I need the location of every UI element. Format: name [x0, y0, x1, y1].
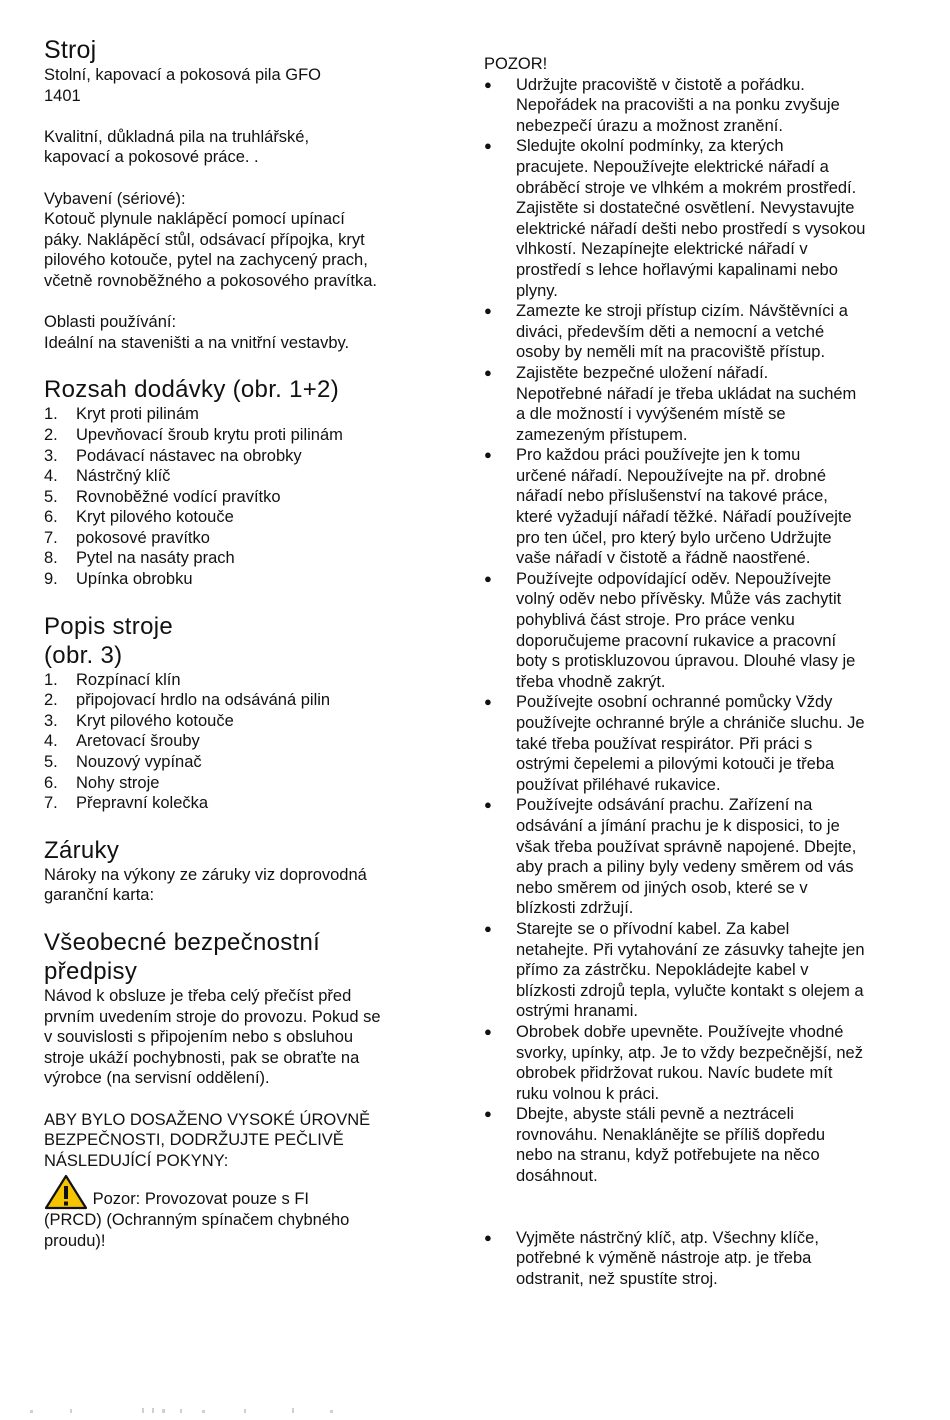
- bullet-icon: ●: [484, 364, 492, 380]
- list-item: 4. Aretovací šrouby: [44, 732, 200, 751]
- caps-notice-line: ABY BYLO DOSAŽENO VYSOKÉ ÚROVNĚ: [44, 1110, 371, 1129]
- safety-intro-line: výrobce (na servisní oddělení).: [44, 1069, 270, 1088]
- bullet-line: rovnováhu. Nenaklánějte se příliš dopředu: [516, 1125, 826, 1144]
- left-column: [44, 0, 424, 1252]
- list-item: 6. Nohy stroje: [44, 773, 160, 792]
- list-item: 5. Nouzový vypínač: [44, 753, 202, 772]
- bullet-line: vaše nářadí v čistotě a řádně naostřené.: [516, 549, 811, 568]
- warning-triangle-icon: [44, 1174, 88, 1210]
- bullet-item: [484, 1022, 914, 1104]
- bullet-line: nebezpečí úrazu a možnost zranění.: [516, 116, 783, 135]
- bullet-item: [484, 136, 914, 301]
- bullet-line: blízkosti zdrojů tepla, vylučte kontakt s olejem a: [516, 981, 864, 1000]
- bullet-line: Nepotřebné nářadí je třeba ukládat na suchém: [516, 384, 857, 403]
- equipment-line: včetně rovnoběžného a pokosového pravítka.: [44, 271, 377, 290]
- bullet-icon: ●: [484, 1229, 492, 1245]
- bullet-line: používat přiléhavé rukavice.: [516, 775, 721, 794]
- use-label: Oblasti používání:: [44, 313, 177, 332]
- bullet-line: přímo za zástrčku. Nepokládejte kabel v: [516, 961, 809, 980]
- section-title-popis: Popis stroje: [44, 612, 173, 640]
- bullet-line: boty s protiskluzovou úpravou. Dlouhé vlasy je: [516, 652, 856, 671]
- bullet-line: však třeba používat správně napojené. Dbejte,: [516, 837, 857, 856]
- bullet-line: doporučujeme pracovní rukavice a pracovní: [516, 631, 837, 650]
- bullet-line: elektrické nářadí dešti nebo prostředí s vysokou: [516, 219, 866, 238]
- section-title-stroj: Stroj: [44, 36, 97, 64]
- equipment-line: Kotouč plynule naklápěcí pomocí upínací: [44, 210, 345, 229]
- bullet-line: Pro každou práci používejte jen k tomu: [516, 446, 801, 465]
- section-title-predpisy: Všeobecné bezpečnostní: [44, 929, 321, 956]
- bullet-line: volný oděv nebo přívěsky. Může vás zachytit: [516, 590, 842, 609]
- bullet-item: [484, 569, 914, 693]
- warning-line: (PRCD) (Ochranným spínačem chybného: [44, 1211, 350, 1230]
- safety-bullet-list-2: [484, 1228, 914, 1290]
- bullet-icon: ●: [484, 570, 492, 586]
- bullet-line: Udržujte pracoviště v čistotě a pořádku.: [516, 75, 805, 94]
- list-item: 1. Kryt proti pilinám: [44, 405, 199, 424]
- bullet-line: blízkosti zdržují.: [516, 899, 634, 918]
- section-title-popis-ref: (obr. 3): [44, 641, 123, 669]
- bullet-line: pracujete. Nepoužívejte elektrické nářadí a: [516, 157, 829, 176]
- subtitle-line-2: 1401: [44, 86, 81, 105]
- bullet-line: svorky, upínky, atp. Je to vždy bezpečnější, než: [516, 1043, 863, 1062]
- safety-bullet-list: [484, 75, 914, 1187]
- list-item: 1. Rozpínací klín: [44, 670, 181, 689]
- list-item: 6. Kryt pilového kotouče: [44, 508, 234, 527]
- bullet-line: ruku volnou k práci.: [516, 1084, 660, 1103]
- bullet-line: obrobek přidržovat rukou. Navíc budete mít: [516, 1064, 833, 1083]
- bullet-line: také třeba používat respirátor. Při práci s: [516, 734, 813, 753]
- footer-scan-marks: [30, 1408, 390, 1414]
- safety-intro-line: stroje ukáží pochybnosti, pak se obraťte na: [44, 1048, 360, 1067]
- bullet-line: plyny.: [516, 281, 558, 300]
- list-item: 7. Přepravní kolečka: [44, 794, 209, 813]
- bullet-line: netahejte. Při vytahování ze zásuvky tahejte jen: [516, 940, 865, 959]
- safety-intro-line: v souvislosti s připojením nebo s obsluhou: [44, 1028, 354, 1047]
- bullet-line: obráběcí stroje ve vlhkém a mokrém prostředí.: [516, 178, 857, 197]
- caps-notice-line: BEZPEČNOSTI, DODRŽUJTE PEČLIVĚ: [44, 1131, 344, 1150]
- bullet-item: [484, 445, 914, 569]
- bullet-icon: ●: [484, 76, 492, 92]
- list-item: 4. Nástrčný klíč: [44, 467, 171, 486]
- bullet-line: Zajistěte bezpečné uložení nářadí.: [516, 363, 769, 382]
- warranty-line: garanční karta:: [44, 886, 155, 905]
- bullet-icon: ●: [484, 138, 492, 154]
- bullet-item: [484, 692, 914, 795]
- bullet-line: používejte ochranné brýle a chrániče sluchu. Je: [516, 714, 865, 732]
- bullet-item: [484, 1104, 914, 1186]
- list-item: 3. Kryt pilového kotouče: [44, 711, 234, 730]
- safety-intro-line: Návod k obsluze je třeba celý přečíst před: [44, 987, 352, 1005]
- bullet-icon: ●: [484, 1106, 492, 1122]
- intro-line-2: kapovací a pokosové práce. .: [44, 148, 259, 167]
- bullet-line: Zajistěte si dostatečné osvětlení. Nevystavujte: [516, 199, 855, 218]
- bullet-line: aby prach a piliny byly vedeny směrem od vás: [516, 858, 854, 877]
- bullet-line: určené nářadí. Nepoužívejte na př. drobné: [516, 466, 827, 485]
- bullet-line: které vyžadují nářadí těžké. Nářadí používejte: [516, 508, 852, 527]
- bullet-line: Sledujte okolní podmínky, za kterých: [516, 137, 784, 156]
- equipment-line: páky. Naklápěcí stůl, odsávací přípojka, kryt: [44, 230, 365, 249]
- bullet-line: vlhkostí. Nezapínejte elektrické nářadí v: [516, 240, 808, 259]
- bullet-item: [484, 301, 914, 363]
- subtitle-line-1: Stolní, kapovací a pokosová pila GFO: [44, 66, 321, 84]
- bullet-line: třeba vhodně zakrýt.: [516, 672, 666, 691]
- bullet-line: dosáhnout.: [516, 1167, 598, 1186]
- equipment-line: pilového kotouče, pytel na zachycený prach,: [44, 251, 368, 270]
- safety-intro-line: prvním uvedením stroje do provozu. Pokud se: [44, 1007, 381, 1026]
- section-title-predpisy-2: předpisy: [44, 958, 138, 985]
- bullet-line: osoby by neměli mít na pracoviště přístup.: [516, 343, 826, 362]
- bullet-line: nebo na stranu, když potřebujete na něco: [516, 1146, 820, 1165]
- bullet-line: Používejte osobní ochranné pomůcky Vždy: [516, 693, 833, 712]
- bullet-item: [484, 795, 914, 919]
- bullet-item: [484, 919, 914, 1022]
- warning-notice: [44, 1174, 424, 1210]
- bullet-line: pro ten účel, pro který bylo určeno Udržujte: [516, 528, 832, 547]
- list-item: 2. připojovací hrdlo na odsáváná pilin: [44, 691, 331, 710]
- section-title-rozsah: Rozsah dodávky (obr. 1+2): [44, 376, 339, 404]
- list-item: 3. Podávací nástavec na obrobky: [44, 446, 302, 465]
- bullet-line: Používejte odsávání prachu. Zařízení na: [516, 796, 813, 815]
- bullet-line: nářadí nebo příslušenství na takové práce,: [516, 487, 828, 506]
- warranty-line: Nároky na výkony ze záruky viz doprovodná: [44, 865, 367, 884]
- list-item: 2. Upevňovací šroub krytu proti pilinám: [44, 425, 343, 444]
- bullet-icon: ●: [484, 797, 492, 813]
- bullet-line: diváci, především děti a nemocní a vetché: [516, 322, 825, 341]
- bullet-line: Starejte se o přívodní kabel. Za kabel: [516, 919, 790, 938]
- list-item: 8. Pytel na nasáty prach: [44, 549, 235, 568]
- pozor-heading: POZOR!: [484, 55, 548, 73]
- bullet-line: Zamezte ke stroji přístup cizím. Návštěvníci a: [516, 302, 848, 321]
- bullet-icon: ●: [484, 303, 492, 319]
- warning-line: proudu)!: [44, 1231, 106, 1250]
- caps-notice-line: NÁSLEDUJÍCÍ POKYNY:: [44, 1151, 229, 1170]
- bullet-line: pohyblivá část stroje. Pro práce venku: [516, 611, 795, 630]
- bullet-line: Používejte odpovídající oděv. Nepoužívejte: [516, 569, 832, 588]
- intro-line-1: Kvalitní, důkladná pila na truhlářské,: [44, 127, 310, 146]
- bullet-icon: ●: [484, 920, 492, 936]
- bullet-item: [484, 363, 914, 445]
- bullet-line: nebo směrem od jiných osob, které se v: [516, 878, 808, 897]
- warning-text: Pozor: Provozovat pouze s FI: [88, 1190, 310, 1209]
- bullet-icon: ●: [484, 1023, 492, 1039]
- use-text: Ideální na staveništi a na vnitřní vestavby.: [44, 333, 350, 352]
- list-item: 5. Rovnoběžné vodící pravítko: [44, 487, 281, 506]
- section-title-zaruky: Záruky: [44, 836, 120, 864]
- list-item: 9. Upínka obrobku: [44, 570, 193, 589]
- delivery-list: [44, 404, 424, 589]
- bullet-item: [484, 75, 914, 137]
- bullet-line: ostrými hranami.: [516, 1002, 638, 1021]
- bullet-icon: ●: [484, 447, 492, 463]
- bullet-line: Nepořádek na pracovišti a na ponku zvyšuje: [516, 96, 840, 115]
- equipment-label: Vybavení (sériové):: [44, 189, 186, 208]
- bullet-line: ostrými čepelemi a pilovými kotouči je třeba: [516, 755, 835, 774]
- bullet-item: ● Vyjměte nástrčný klíč, atp. Všechny klíče, potřebné k výměně nástroje atp. je třeba odstranit, než spustíte stroj.: [484, 1228, 819, 1288]
- machine-parts-list: [44, 670, 424, 814]
- right-column: [484, 0, 914, 1289]
- bullet-line: odsávání a jímání prachu je k disposici, to je: [516, 816, 840, 835]
- list-item: 7. pokosové pravítko: [44, 528, 210, 547]
- bullet-line: zamezeným přístupem.: [516, 425, 688, 444]
- bullet-line: Obrobek dobře upevněte. Používejte vhodné: [516, 1022, 844, 1041]
- bullet-icon: ●: [484, 694, 492, 710]
- bullet-line: prostředí s lehce hořlavými kapalinami nebo: [516, 260, 838, 279]
- bullet-line: a dle možností i vyvýšeném místě se: [516, 405, 786, 424]
- bullet-line: Dbejte, abyste stáli pevně a neztráceli: [516, 1105, 794, 1124]
